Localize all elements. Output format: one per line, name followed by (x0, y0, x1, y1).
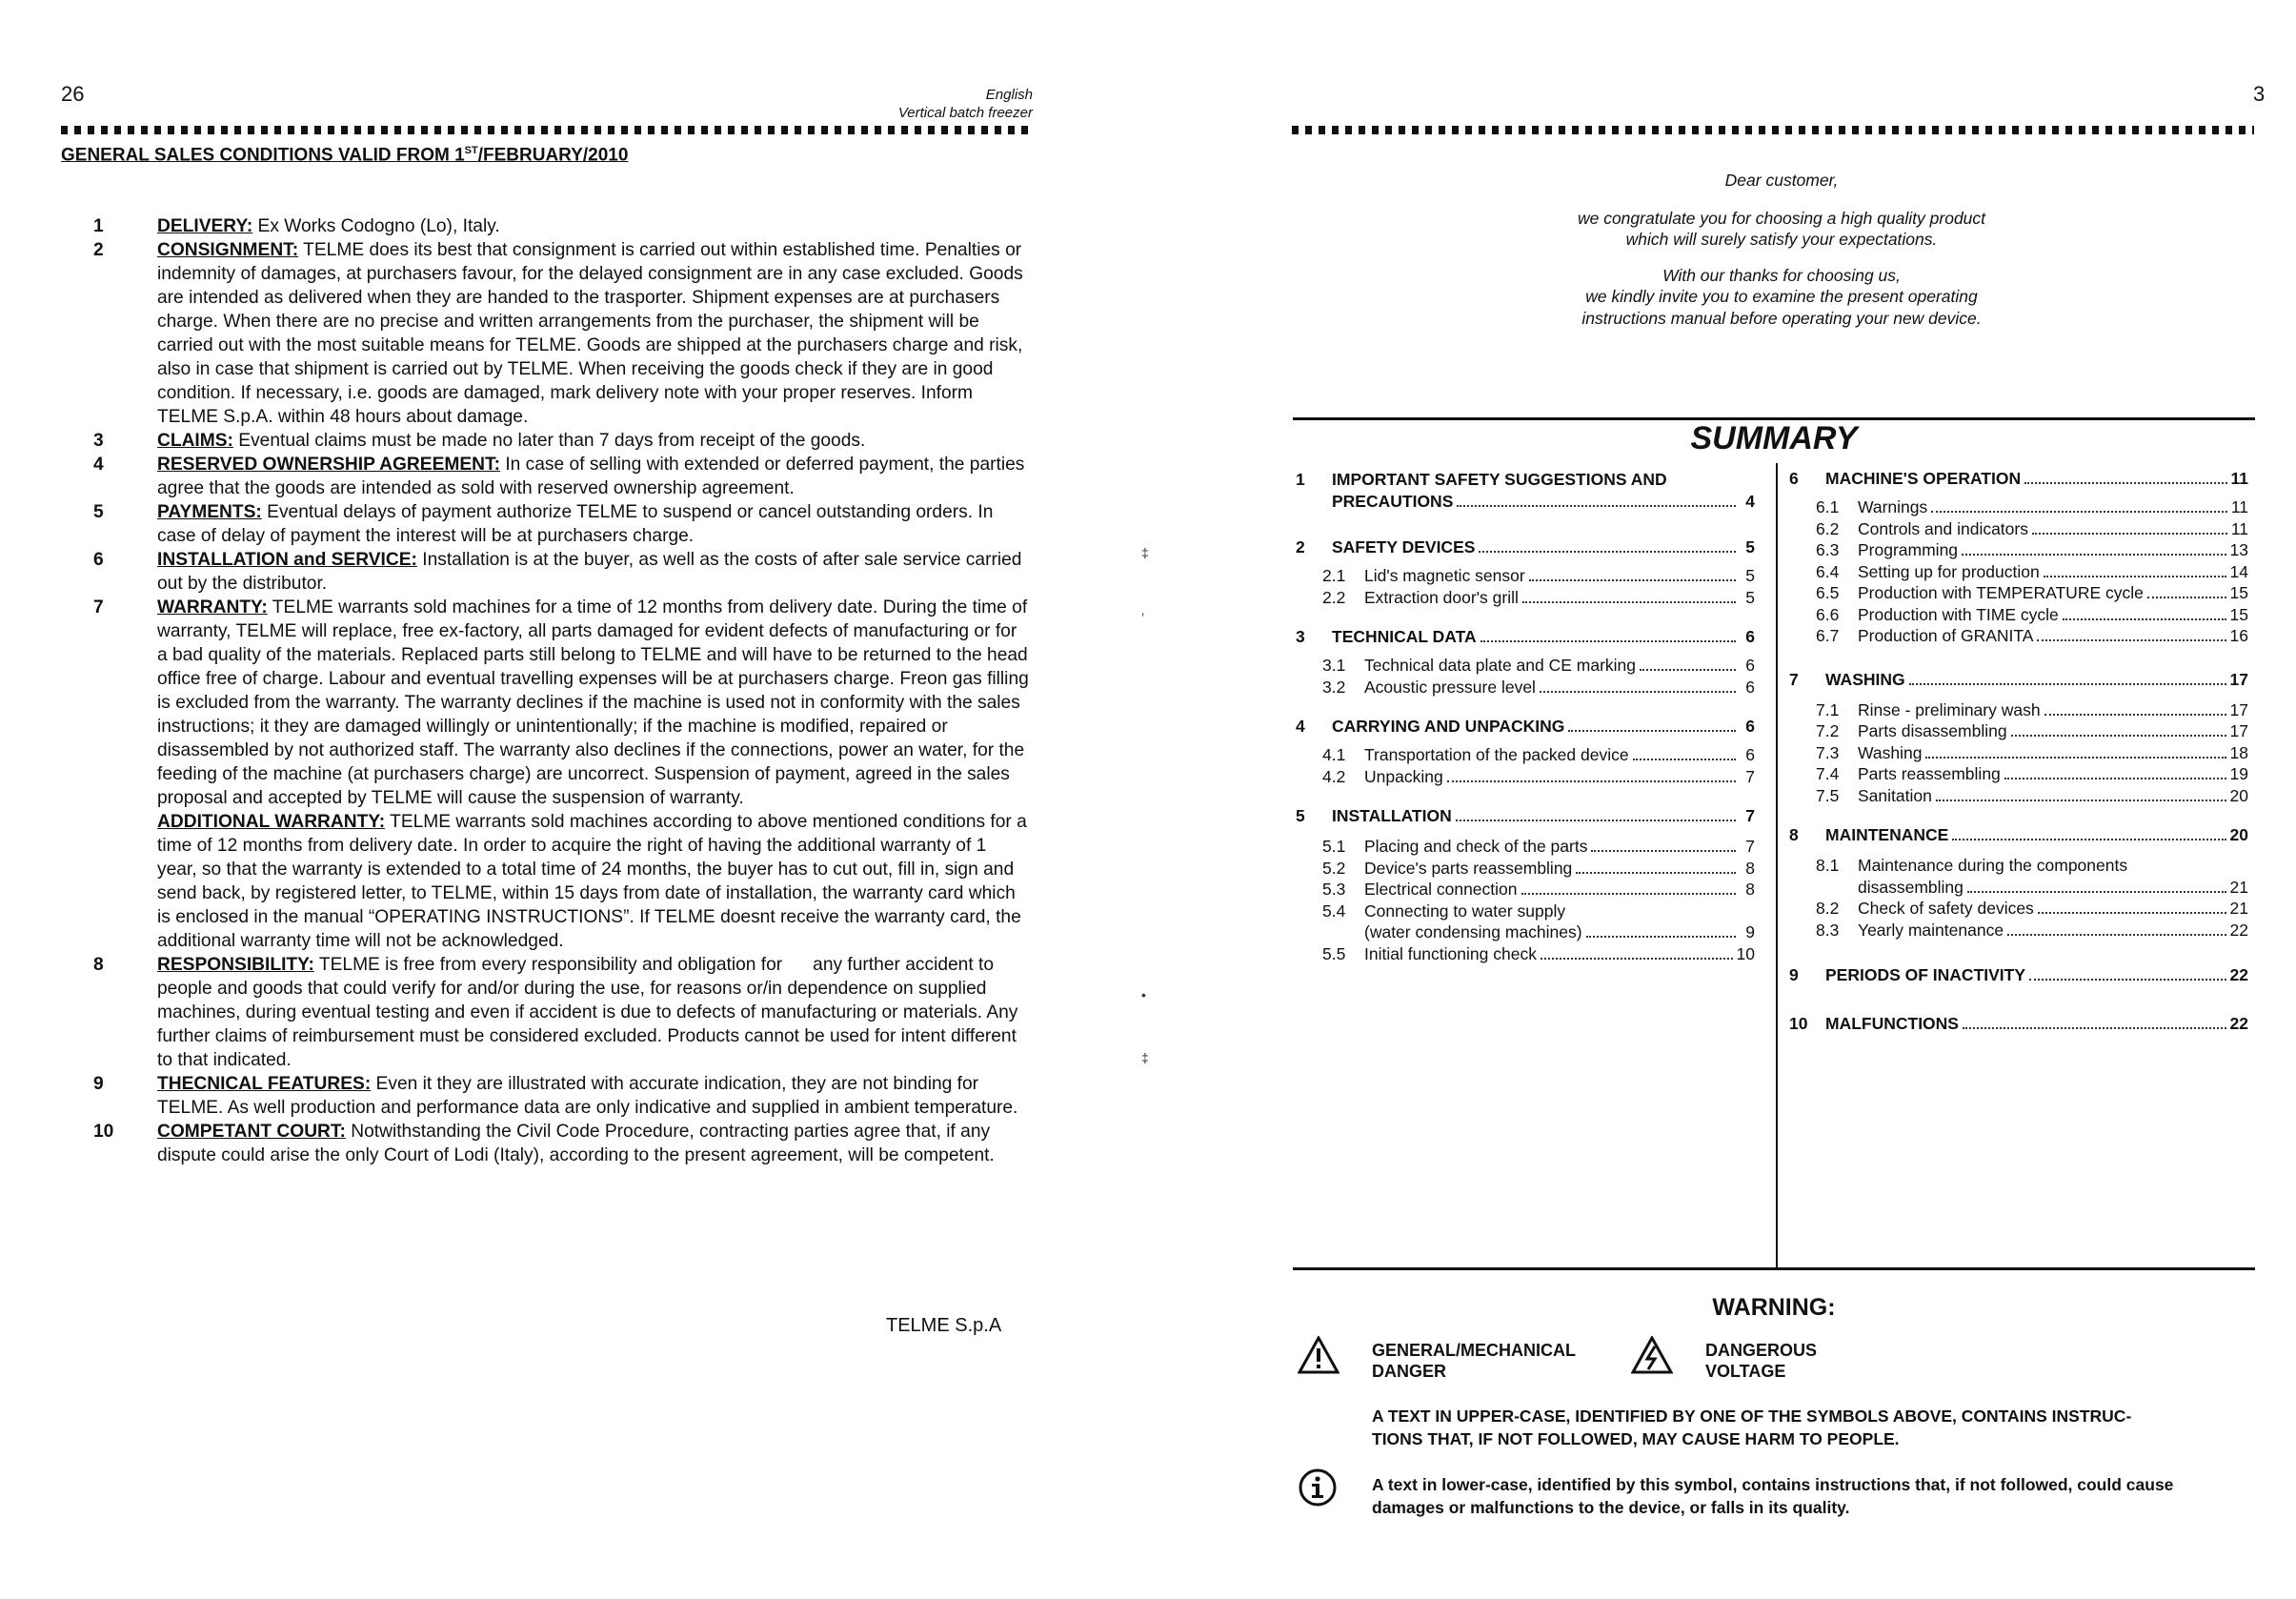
condition-text (157, 238, 1029, 429)
condition-item (57, 214, 1029, 238)
toc-entry[interactable]: 4.2 Unpacking 7 (1322, 766, 1755, 786)
toc-right-column (1789, 469, 2248, 1034)
toc-entry[interactable]: 10 MALFUNCTIONS 22 (1789, 1014, 2248, 1033)
condition-heading: THECNICAL FEATURES: (157, 1074, 372, 1094)
toc-left-column (1296, 469, 1755, 964)
condition-body: TELME warrants sold machines according to above mentioned conditions for a time of 12 months from delivery date. In order to acquire the right of having the additional warranty of 1 year, so that the warranty is extended to a total time of 24 months, the buyer has to cut out, fill in, sign and send back, by registered letter, to TELME, within 15 days from date of installation, the warranty card which is enclosed in the manual “OPERATING INSTRUCTIONS”. If TELME doesnt receive the warranty card, the additional warranty time will not be acknowledged. (157, 812, 1027, 951)
condition-heading: DELIVERY: (157, 216, 253, 236)
condition-number: 4 (93, 455, 104, 475)
scan-mark: ‡ (1141, 545, 1149, 560)
condition-text (157, 548, 1029, 596)
toc-entry[interactable]: 7.2 Parts disassembling 17 (1816, 721, 2248, 740)
voltage-danger-icon (1631, 1336, 1673, 1374)
condition-number: 9 (93, 1074, 104, 1094)
toc-entry[interactable]: 7 WASHING 17 (1789, 669, 2248, 689)
condition-body: TELME does its best that consignment is carried out within established time. Penalties or indemnity of damages, at purchasers favour, for the delayed consignment are in any case excluded. Goods are intended as delivered when they are handed to the trasporter. Shipment expenses are at purchasers charge. When there are no precise and written arrangements from the purchaser, the shipment will be carried out with the most suitable means for TELME. Goods are shipped at the purchasers charge and risk, also in case that shipment is carried out by TELME. When receiving the goods check if they are in good condition. If necessary, i.e. goods are damaged, mark delivery note with your proper reserves. Inform TELME S.p.A. within 48 hours about damage. (157, 240, 1023, 427)
scan-mark: ’ (1141, 610, 1145, 625)
condition-body: Notwithstanding the Civil Code Procedure, contracting parties agree that, if any dispute could arise the only Court of Lodi (Italy), according to the present agreement, will be competent. (157, 1122, 995, 1165)
toc-entry[interactable]: 5.3 Electrical connection 8 (1322, 880, 1755, 899)
condition-text (157, 214, 1029, 238)
toc-entry[interactable]: 7.5 Sanitation 20 (1816, 785, 2248, 805)
condition-text (157, 953, 1029, 1072)
condition-heading: RESERVED OWNERSHIP AGREEMENT: (157, 455, 500, 475)
signature: TELME S.p.A (886, 1315, 1002, 1336)
condition-body: Installation is at the buyer, as well as the costs of after sale service carried out by the distributor. (157, 550, 1022, 594)
warning-title: WARNING: (1712, 1294, 1836, 1321)
condition-body: Ex Works Codogno (Lo), Italy. (252, 216, 500, 236)
toc-entry[interactable]: 6.6 Production with TIME cycle 15 (1816, 604, 2248, 624)
mechanical-danger-icon (1298, 1336, 1339, 1374)
intro-greeting: Dear customer, (1724, 171, 1839, 190)
condition-number: 8 (93, 955, 104, 975)
toc-entry[interactable]: 6 MACHINE'S OPERATION 11 (1789, 469, 2248, 488)
toc-entry[interactable]: 4 CARRYING AND UNPACKING 6 (1296, 717, 1755, 736)
condition-text (157, 1072, 1029, 1120)
sales-conditions-title: GENERAL SALES CONDITIONS VALID FROM 1ST/FEBRUARY/2010 (61, 145, 629, 166)
condition-item (57, 548, 1029, 596)
condition-item (57, 453, 1029, 500)
toc-entry[interactable]: 5.4 Connecting to water supply (water condensing machines) 9 (1322, 901, 1755, 941)
condition-number: 6 (93, 550, 104, 570)
condition-heading: COMPETANT COURT: (157, 1122, 346, 1142)
toc-entry[interactable]: 6.2 Controls and indicators 11 (1816, 518, 2248, 538)
toc-entry[interactable]: 9 PERIODS OF INACTIVITY 22 (1789, 965, 2248, 984)
toc-entry[interactable]: 6.3 Programming 13 (1816, 540, 2248, 559)
condition-heading: PAYMENTS: (157, 502, 262, 522)
condition-body: Even it they are illustrated with accurate indication, they are not binding for TELME. As well production and performance data are only indicative and supplied in ambient temperature. (157, 1074, 1018, 1118)
toc-entry[interactable]: 1 IMPORTANT SAFETY SUGGESTIONS AND PRECAUTIONS 4 (1296, 470, 1755, 511)
mechanical-danger-label: GENERAL/MECHANICAL DANGER (1372, 1341, 1576, 1381)
condition-item (57, 1120, 1029, 1167)
left-page-number: 26 (61, 82, 85, 106)
condition-number: 10 (93, 1122, 114, 1142)
toc-entry[interactable]: 3.2 Acoustic pressure level 6 (1322, 677, 1755, 697)
right-dotted-rule (1292, 126, 2254, 134)
condition-item (57, 596, 1029, 810)
toc-entry[interactable]: 2.2 Extraction door's grill 5 (1322, 587, 1755, 607)
toc-entry[interactable]: 4.1 Transportation of the packed device 6 (1322, 745, 1755, 764)
condition-text (157, 500, 1029, 548)
toc-entry[interactable]: 2.1 Lid's magnetic sensor 5 (1322, 566, 1755, 585)
info-icon (1298, 1467, 1338, 1508)
intro-congrats: we congratulate you for choosing a high quality product which will surely satisfy your expectations. (1577, 208, 1986, 249)
condition-item (57, 238, 1029, 429)
header-language: English (985, 87, 1033, 103)
uppercase-warning-text: A TEXT IN UPPER-CASE, IDENTIFIED BY ONE OF THE SYMBOLS ABOVE, CONTAINS INSTRUC- TIONS THAT, IF NOT FOLLOWED, MAY CAUSE HARM TO PEOPLE. (1372, 1407, 2132, 1448)
condition-item (57, 810, 1029, 953)
toc-entry[interactable]: 7.4 Parts reassembling 19 (1816, 764, 2248, 783)
toc-entry[interactable]: 8.2 Check of safety devices 21 (1816, 899, 2248, 918)
condition-number: 1 (93, 216, 104, 236)
condition-number: 5 (93, 502, 104, 522)
toc-entry[interactable]: 7.3 Washing 18 (1816, 742, 2248, 762)
intro-invite: With our thanks for choosing us, we kindly invite you to examine the present operating instructions manual before operating your new device. (1581, 265, 1982, 328)
condition-heading: ADDITIONAL WARRANTY: (157, 812, 386, 832)
condition-text (157, 1120, 1029, 1167)
condition-text (157, 596, 1029, 810)
condition-heading: CONSIGNMENT: (157, 240, 299, 260)
conditions-list (57, 214, 1029, 1167)
condition-text (157, 453, 1029, 500)
summary-column-divider (1776, 463, 1778, 1269)
condition-number: 3 (93, 431, 104, 451)
condition-number (57, 810, 157, 953)
toc-entry[interactable]: 8.3 Yearly maintenance 22 (1816, 920, 2248, 940)
toc-entry[interactable]: 6.1 Warnings 11 (1816, 497, 2248, 516)
condition-body: In case of selling with extended or deferred payment, the parties agree that the goods are intended as sold with reserved ownership agreement. (157, 455, 1025, 498)
toc-entry[interactable]: 5 INSTALLATION 7 (1296, 806, 1755, 825)
condition-heading: INSTALLATION and SERVICE: (157, 550, 417, 570)
toc-entry[interactable]: 6.7 Production of GRANITA 16 (1816, 626, 2248, 645)
condition-text (157, 429, 1029, 453)
lowercase-info-text: A text in lower-case, identified by this symbol, contains instructions that, if not followed, could cause damages or malfunctions to the device, or falls in its quality. (1372, 1475, 2174, 1517)
header-subtitle: Vertical batch freezer (897, 105, 1033, 121)
condition-body: TELME warrants sold machines for a time of 12 months from delivery date. During the time of warranty, TELME will replace, free ex-factory, all parts damaged for evident defects of manufacturing or for a bad quality of the materials. Replaced parts still belong to TELME and will have to be returned to the head office free of charge. Labour and eventual travelling expenses will be at purchasers charge. Freon gas filling is excluded from the warranty. The warranty declines if the machine is used not in conformity with the sales instructions; it they are damaged willingly or unintentionally; if the machine is modified, repaired or disassembled by not authorized staff. The warranty also declines if the connections, power an water, for the feeding of the machine (at purchasers charge) are uncorrect. Suspension of payment, agreed in the sales proposal and accepted by TELME will cause the suspension of warranty. (157, 597, 1029, 808)
toc-entry[interactable]: 8 MAINTENANCE 20 (1789, 825, 2248, 844)
toc-entry[interactable]: 6.4 Setting up for production 14 (1816, 561, 2248, 581)
right-page-number: 3 (2253, 82, 2266, 106)
left-dotted-rule (61, 126, 1033, 134)
scan-mark: • (1141, 987, 1146, 1002)
toc-entry[interactable]: 5.5 Initial functioning check 10 (1322, 943, 1755, 963)
condition-body: Eventual delays of payment authorize TELME to suspend or cancel outstanding orders. In case of delay of payment the interest will be at purchasers charge. (157, 502, 994, 546)
toc-entry[interactable]: 3 TECHNICAL DATA 6 (1296, 627, 1755, 646)
scan-mark: ‡ (1141, 1050, 1149, 1065)
condition-heading: RESPONSIBILITY: (157, 955, 314, 975)
condition-item (57, 429, 1029, 453)
toc-entry[interactable]: 3.1 Technical data plate and CE marking 6 (1322, 656, 1755, 675)
condition-item (57, 953, 1029, 1072)
toc-entry[interactable]: 6.5 Production with TEMPERATURE cycle 15 (1816, 583, 2248, 602)
condition-item (57, 500, 1029, 548)
toc-entry[interactable]: 8.1 Maintenance during the components disassembling 21 (1816, 856, 2248, 897)
condition-text (157, 810, 1029, 953)
toc-entry[interactable]: 5.2 Device's parts reassembling 8 (1322, 858, 1755, 878)
summary-title: SUMMARY (1690, 420, 1858, 456)
condition-number: 2 (93, 240, 104, 260)
intro-message (1277, 170, 2286, 345)
condition-item (57, 1072, 1029, 1120)
condition-body: Eventual claims must be made no later than 7 days from receipt of the goods. (232, 431, 866, 451)
toc-entry[interactable]: 2 SAFETY DEVICES 5 (1296, 537, 1755, 557)
page-header (810, 86, 1033, 122)
condition-heading: WARRANTY: (157, 597, 268, 617)
voltage-danger-label: DANGEROUS VOLTAGE (1705, 1341, 1818, 1381)
toc-entry[interactable]: 7.1 Rinse - preliminary wash 17 (1816, 699, 2248, 719)
toc-entry[interactable]: 5.1 Placing and check of the parts 7 (1322, 837, 1755, 856)
condition-number: 7 (93, 597, 104, 617)
condition-heading: CLAIMS: (157, 431, 233, 451)
condition-body: TELME is free from every responsibility and obligation for any further accident to people and goods that could verify for and/or during the use, for reasons or/in dependence on supplied machines, during eventual testing and even if accident is due to defects of manufacturing or materials. Any further claims of reimbursement must be considered excluded. Products cannot be used for intent different to that indicated. (157, 955, 1018, 1070)
summary-bottom-rule (1293, 1267, 2255, 1270)
